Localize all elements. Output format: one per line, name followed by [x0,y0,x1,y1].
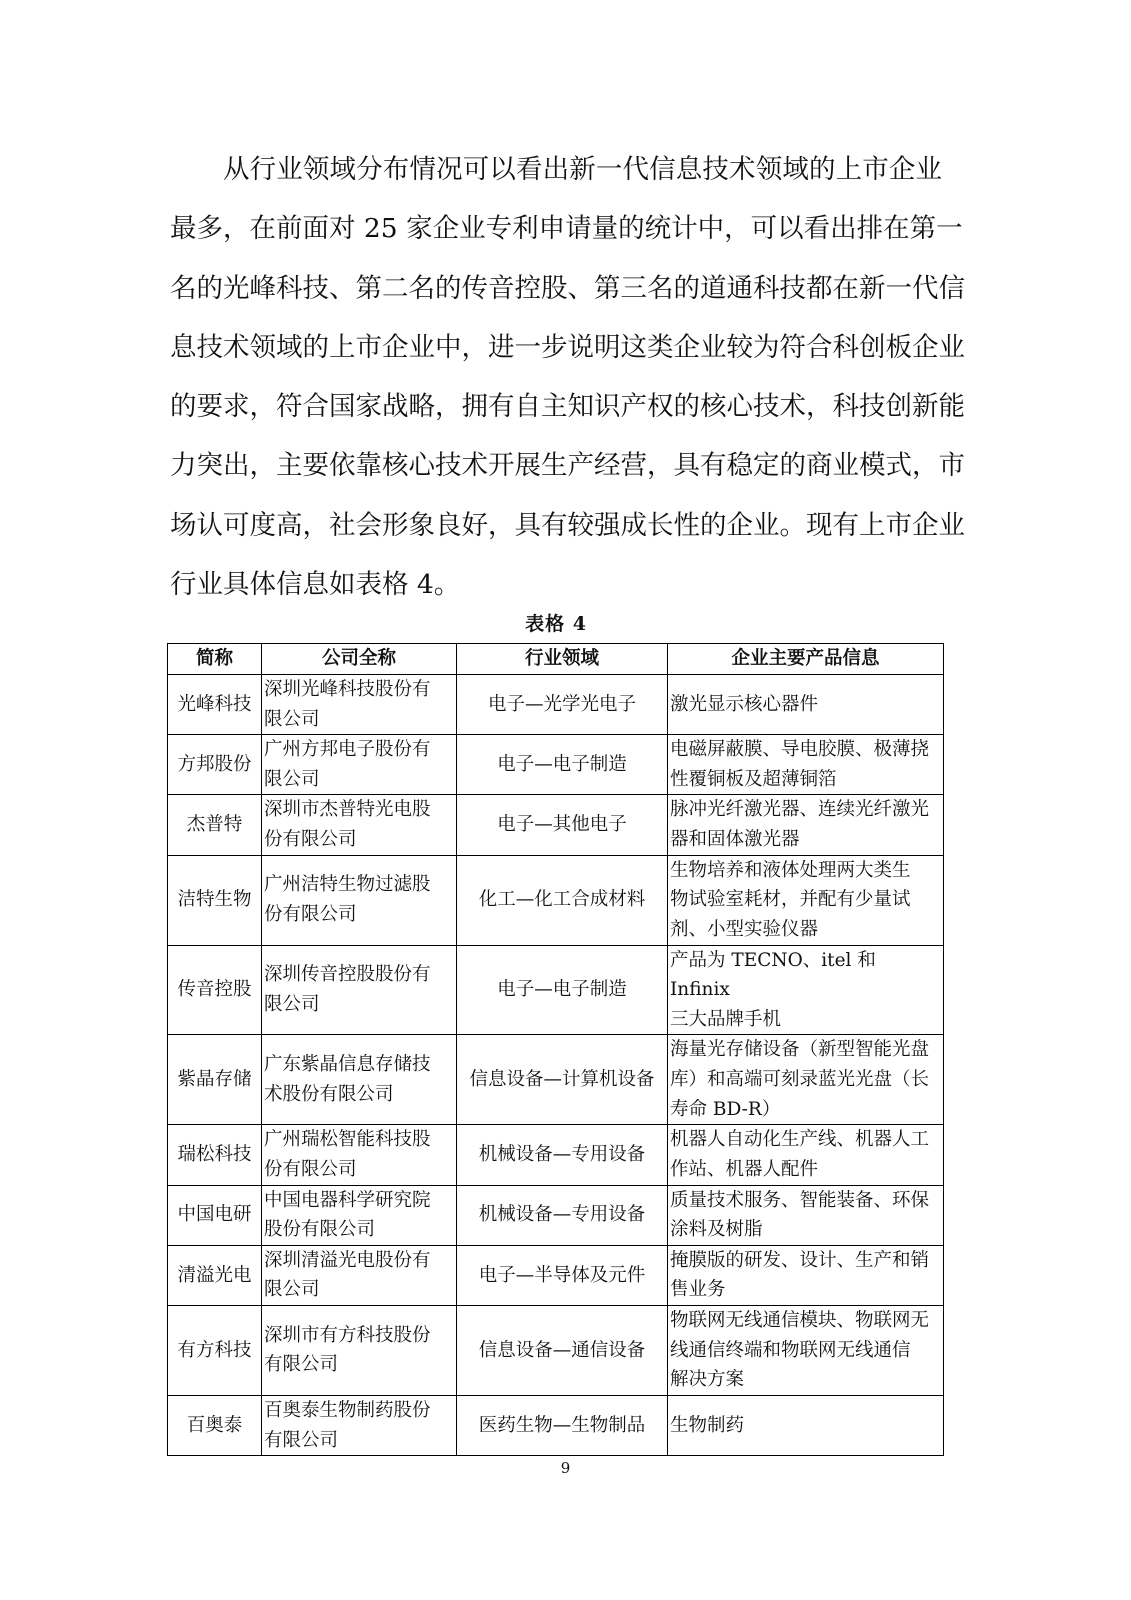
cell-line: 库）和高端可刻录蓝光光盘（长 [670,1069,930,1091]
cell-products [668,735,944,795]
cell-line: 份有限公司 [264,828,357,850]
cell-line: 激光显示核心器件 [670,693,819,715]
cell-short-name: 有方科技 [168,1305,262,1395]
table-row [168,1395,944,1455]
table-row [168,795,944,855]
paragraph-line: 从行业领域分布情况可以看出新一代信息技术领域的上市企业 [223,154,942,185]
table-row [168,1035,944,1125]
cell-short-name: 中国电研 [168,1185,262,1245]
cell-products [668,1185,944,1245]
cell-short-name: 洁特生物 [168,855,262,945]
cell-short-name: 紫晶存储 [168,1035,262,1125]
paragraph-line: 的要求，符合国家战略，拥有自主知识产权的核心技术，科技创新能 [170,391,965,423]
table-row [168,1245,944,1305]
paragraph-line: 息技术领域的上市企业中，进一步说明这类企业较为符合科创板企业 [170,331,965,363]
cell-line: 广州瑞松智能科技股 [264,1129,431,1151]
cell-line: 性覆铜板及超薄铜箔 [670,768,837,790]
cell-line: 百奥泰生物制药股份 [264,1399,431,1421]
cell-products [668,1035,944,1125]
cell-line: 电磁屏蔽膜、导电胶膜、极薄挠 [670,739,930,761]
paragraph-line: 最多，在前面对 25 家企业专利申请量的统计中，可以看出排在第一 [170,213,963,245]
header-industry: 行业领域 [457,644,668,675]
cell-products [668,945,944,1035]
cell-short-name: 清溢光电 [168,1245,262,1305]
company-table [167,643,944,1456]
cell-line: 三大品牌手机 [670,1008,782,1030]
cell-products [668,1305,944,1395]
cell-full-name [262,795,457,855]
cell-line: 剂、小型实验仪器 [670,918,819,940]
cell-industry: 信息设备—计算机设备 [457,1035,668,1125]
table-row [168,1305,944,1395]
table-row [168,675,944,735]
cell-line: 深圳清溢光电股份有 [264,1249,431,1271]
table-row [168,1185,944,1245]
cell-line: 解决方案 [670,1369,745,1391]
cell-products [668,795,944,855]
cell-line: 寿命 BD-R） [670,1098,781,1120]
cell-line: 有限公司 [264,1429,339,1451]
cell-line: 产品为 TECNO、itel 和 Infinix [670,949,876,1001]
cell-industry: 电子—电子制造 [457,945,668,1035]
header-short-name: 简称 [168,644,262,675]
cell-short-name: 传音控股 [168,945,262,1035]
cell-line: 广东紫晶信息存储技 [264,1054,431,1076]
cell-products [668,855,944,945]
cell-line: 深圳传音控股股份有 [264,964,431,986]
cell-line: 生物培养和液体处理两大类生 [670,859,911,881]
cell-full-name [262,945,457,1035]
cell-line: 有限公司 [264,1354,339,1376]
cell-line: 物试验室耗材，并配有少量试 [670,889,911,911]
cell-industry: 机械设备—专用设备 [457,1125,668,1185]
cell-industry: 电子—光学光电子 [457,675,668,735]
cell-full-name [262,1125,457,1185]
paragraph-line: 行业具体信息如表格 4。 [170,569,461,601]
header-full-name: 公司全称 [262,644,457,675]
cell-line: 线通信终端和物联网无线通信 [670,1339,911,1361]
cell-line: 质量技术服务、智能装备、环保 [670,1189,930,1211]
cell-line: 作站、机器人配件 [670,1158,819,1180]
cell-line: 限公司 [264,1279,320,1301]
cell-line: 机器人自动化生产线、机器人工 [670,1129,930,1151]
cell-products [668,1245,944,1305]
cell-line: 器和固体激光器 [670,828,800,850]
cell-line: 生物制药 [670,1414,745,1436]
header-products: 企业主要产品信息 [668,644,944,675]
cell-line: 深圳市杰普特光电股 [264,799,431,821]
cell-short-name: 杰普特 [168,795,262,855]
body-paragraph [170,140,965,614]
cell-full-name [262,1245,457,1305]
cell-line: 深圳光峰科技股份有 [264,679,431,700]
cell-industry: 化工—化工合成材料 [457,855,668,945]
cell-short-name: 百奥泰 [168,1395,262,1455]
cell-line: 中国电器科学研究院 [264,1189,431,1211]
cell-line: 广州方邦电子股份有 [264,739,431,761]
cell-line: 涂料及树脂 [670,1219,763,1241]
cell-products [668,675,944,735]
paragraph-line: 名的光峰科技、第二名的传音控股、第三名的道通科技都在新一代信 [170,272,965,304]
cell-products [668,1395,944,1455]
table-caption: 表格 4 [525,613,587,635]
cell-industry: 电子—其他电子 [457,795,668,855]
table-row [168,1125,944,1185]
cell-full-name [262,735,457,795]
cell-line: 股份有限公司 [264,1219,376,1241]
paragraph-line: 力突出，主要依靠核心技术开展生产经营，具有稳定的商业模式，市 [170,450,965,482]
cell-line: 深圳市有方科技股份 [264,1324,431,1346]
cell-full-name [262,1395,457,1455]
cell-short-name: 方邦股份 [168,735,262,795]
page-number: 9 [560,1459,571,1477]
table-row [168,735,944,795]
table-row [168,855,944,945]
cell-industry: 电子—电子制造 [457,735,668,795]
cell-line: 份有限公司 [264,1158,357,1180]
cell-industry: 信息设备—通信设备 [457,1305,668,1395]
table-row [168,945,944,1035]
cell-industry: 医药生物—生物制品 [457,1395,668,1455]
cell-full-name [262,1305,457,1395]
cell-industry: 机械设备—专用设备 [457,1185,668,1245]
table-header-row [168,644,944,675]
cell-short-name: 光峰科技 [168,675,262,735]
cell-line: 限公司 [264,708,320,730]
cell-products [668,1125,944,1185]
cell-line: 限公司 [264,768,320,790]
cell-full-name [262,675,457,735]
cell-line: 份有限公司 [264,904,357,926]
cell-full-name [262,1185,457,1245]
paragraph-line: 场认可度高，社会形象良好，具有较强成长性的企业。现有上市企业 [170,509,965,541]
cell-short-name: 瑞松科技 [168,1125,262,1185]
cell-line: 脉冲光纤激光器、连续光纤激光 [670,799,930,821]
cell-line: 海量光存储设备（新型智能光盘 [670,1039,930,1061]
cell-line: 限公司 [264,993,320,1015]
cell-full-name [262,1035,457,1125]
cell-line: 物联网无线通信模块、物联网无 [670,1310,930,1332]
cell-line: 广州洁特生物过滤股 [264,874,431,896]
cell-industry: 电子—半导体及元件 [457,1245,668,1305]
cell-line: 掩膜版的研发、设计、生产和销 [670,1249,930,1271]
cell-line: 术股份有限公司 [264,1083,394,1105]
cell-line: 售业务 [670,1279,726,1301]
cell-full-name [262,855,457,945]
